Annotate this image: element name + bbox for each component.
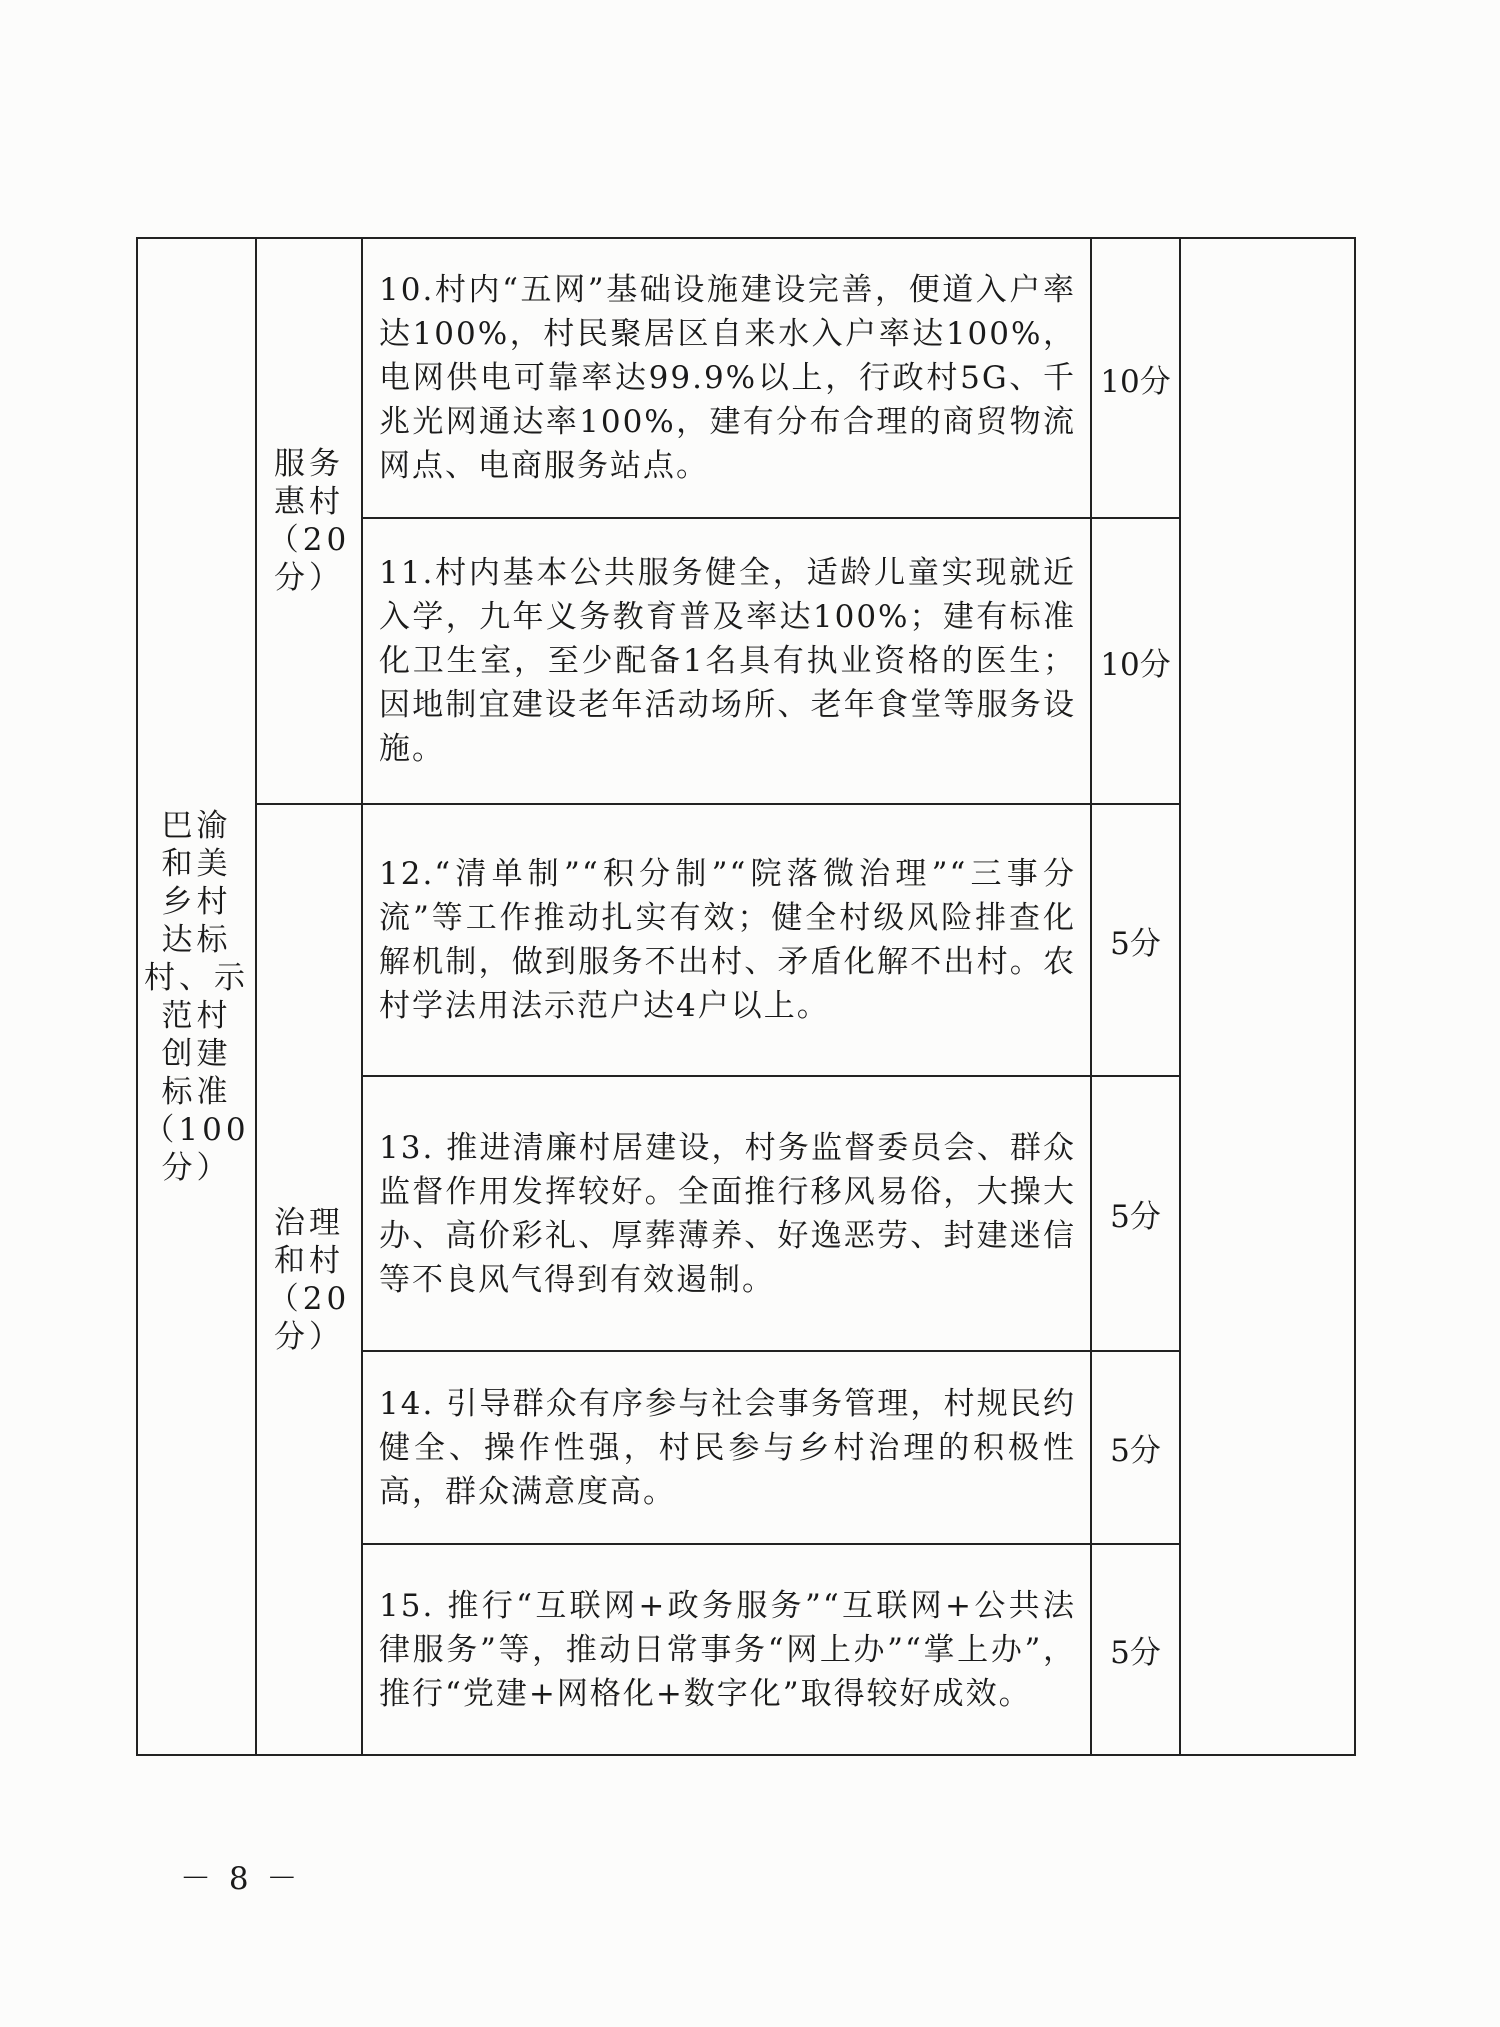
criterion-text: 10.村内“五网”基础设施建设完善，便道入户率达100%，村民聚居区自来水入户率达100%，电网供电可靠率达99.9%以上，行政村5G、千兆光网通达率100%，建有分布合理的商贸物流网点、电商服务站点。 <box>362 238 1091 518</box>
group-label: 服务 惠村 （20 分） <box>267 446 351 596</box>
criterion-text: 13. 推进清廉村居建设，村务监督委员会、群众监督作用发挥较好。全面推行移风易俗，大操大办、高价彩礼、厚葬薄养、好逸恶劳、封建迷信等不良风气得到有效遏制。 <box>362 1076 1091 1351</box>
points-value: 5分 <box>1091 1544 1180 1755</box>
points-value: 10分 <box>1091 238 1180 518</box>
points-value: 5分 <box>1091 1351 1180 1544</box>
criterion-text: 14. 引导群众有序参与社会事务管理，村规民约健全、操作性强，村民参与乡村治理的积极性高，群众满意度高。 <box>362 1351 1091 1544</box>
group-label: 治理 和村 （20 分） <box>267 1204 351 1355</box>
group-cell-governance <box>256 804 362 1755</box>
group-cell-service <box>256 238 362 804</box>
points-value: 5分 <box>1091 1076 1180 1351</box>
table-row <box>137 804 1355 1076</box>
points-value: 10分 <box>1091 518 1180 804</box>
criterion-text: 11.村内基本公共服务健全，适龄儿童实现就近入学，九年义务教育普及率达100%；建有标准化卫生室，至少配备1名具有执业资格的医生；因地制宜建设老年活动场所、老年食堂等服务设施。 <box>362 518 1091 804</box>
category-label: 巴渝 和美 乡村 达标 村、示 范村 创建 标准 （100 分） <box>143 807 250 1186</box>
category-cell <box>137 238 256 1755</box>
criterion-text: 15. 推行“互联网+政务服务”“互联网+公共法律服务”等，推动日常事务“网上办”“掌上办”，推行“党建+网格化+数字化”取得较好成效。 <box>362 1544 1091 1755</box>
remarks-cell <box>1180 238 1355 1755</box>
criterion-text: 12.“清单制”“积分制”“院落微治理”“三事分流”等工作推动扎实有效；健全村级风险排查化解机制，做到服务不出村、矛盾化解不出村。农村学法用法示范户达4户以上。 <box>362 804 1091 1076</box>
points-value: 5分 <box>1091 804 1180 1076</box>
standards-table <box>136 237 1356 1756</box>
page-number: － 8 － <box>180 1861 302 1897</box>
table-row <box>137 238 1355 518</box>
